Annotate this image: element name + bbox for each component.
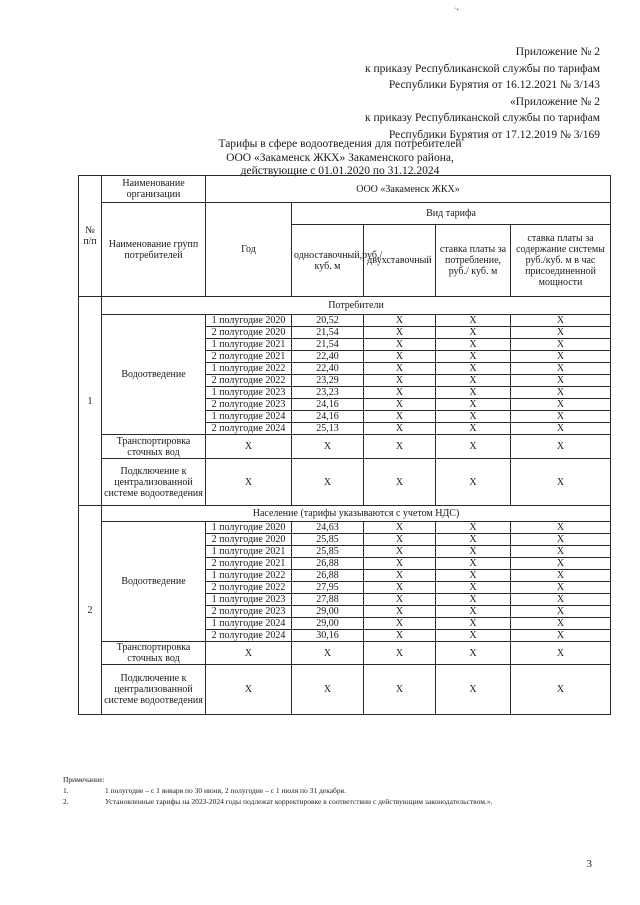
header-line: Приложение № 2 [515,46,600,58]
section-heading: Население (тарифы указываются с учетом НДС) [102,506,611,522]
tariff-cell-x: Х [511,665,611,715]
tariff-value: 29,00 [292,606,364,618]
header-line: к приказу Республиканской службы по тарифам [365,62,600,75]
tariff-cell-x: Х [436,327,511,339]
transport-row [79,642,611,665]
period-label: 1 полугодие 2023 [206,594,292,606]
period-cell-x: Х [206,642,292,665]
header-line: к приказу Республиканской службы по тарифам [365,112,600,124]
tariff-value: 22,40 [292,363,364,375]
tariff-cell-x: Х [436,411,511,423]
tariff-cell-x: Х [511,387,611,399]
connection-label: Подключение к централизованной системе водоотведения [102,665,206,715]
col-tariff-type-header: Вид тарифа [292,203,611,225]
tariff-cell-x: Х [511,411,611,423]
tariff-cell-x: Х [436,582,511,594]
col-maintenance-header: ставка платы за содержание системы руб./куб. м в час присоединенной мощности [511,225,611,297]
tariff-cell-x: Х [436,594,511,606]
tariff-cell-x: Х [511,558,611,570]
col-groups-header: Наименование групп потребителей [102,203,206,297]
tariff-cell-x: Х [292,435,364,459]
tariff-cell-x: Х [292,665,364,715]
title-line: ООО «Закаменск ЖКХ» Закаменского района, [226,151,454,164]
tariff-value: 24,63 [292,522,364,534]
tariff-cell-x: Х [511,351,611,363]
tariff-cell-x: Х [511,363,611,375]
tariff-cell-x: Х [511,423,611,435]
tariff-cell-x: Х [511,594,611,606]
tariff-cell-x: Х [364,630,436,642]
tariff-cell-x: Х [436,618,511,630]
tariff-value: 21,54 [292,339,364,351]
period-row [79,522,611,534]
tariff-cell-x: Х [364,339,436,351]
tariff-cell-x: Х [292,459,364,506]
tariff-value: 24,16 [292,399,364,411]
period-label: 1 полугодие 2023 [206,387,292,399]
col-double-header: двухставочный [364,225,436,297]
tariff-value: 23,29 [292,375,364,387]
period-row [79,315,611,327]
period-label: 1 полугодие 2021 [206,339,292,351]
tariff-cell-x: Х [511,642,611,665]
tariff-cell-x: Х [364,522,436,534]
tariff-cell-x: Х [436,435,511,459]
table-header-row [79,176,611,203]
tariff-cell-x: Х [511,570,611,582]
tariff-cell-x: Х [364,558,436,570]
tariff-value: 21,54 [292,327,364,339]
tariff-cell-x: Х [364,351,436,363]
tariff-cell-x: Х [364,375,436,387]
tariff-cell-x: Х [436,399,511,411]
tariff-table [78,175,611,715]
tariff-cell-x: Х [436,351,511,363]
note-item [63,785,623,796]
col-consumption-header: ставка платы за потребление, руб./ куб. м [436,225,511,297]
tariff-cell-x: Х [511,327,611,339]
note-item [63,796,623,807]
period-label: 1 полугодие 2022 [206,570,292,582]
approval-header [365,44,600,143]
tariff-cell-x: Х [511,534,611,546]
tariff-value: 25,13 [292,423,364,435]
tariff-cell-x: Х [436,546,511,558]
tariff-cell-x: Х [511,582,611,594]
tariff-cell-x: Х [436,363,511,375]
service-name: Водоотведение [102,522,206,642]
header-line: «Приложение № 2 [510,95,600,108]
tariff-value: 27,88 [292,594,364,606]
section-heading-row [79,297,611,315]
col-num-header: № п/п [79,176,102,297]
period-cell-x: Х [206,435,292,459]
section-number: 2 [79,506,102,715]
tariff-cell-x: Х [436,423,511,435]
period-cell-x: Х [206,459,292,506]
tariff-value: 20,52 [292,315,364,327]
tariff-cell-x: Х [364,399,436,411]
tariff-cell-x: Х [364,618,436,630]
tariff-cell-x: Х [364,606,436,618]
period-label: 1 полугодие 2022 [206,363,292,375]
header-line: Республики Бурятия от 17.12.2019 № 3/169 [388,128,600,141]
transport-label: Транспортировка сточных вод [102,642,206,665]
tariff-cell-x: Х [436,315,511,327]
service-name: Водоотведение [102,315,206,435]
notes [63,774,623,807]
period-label: 2 полугодие 2020 [206,327,292,339]
title-line: действующие с 01.01.2020 по 31.12.2024 [240,165,440,177]
tariff-cell-x: Х [364,459,436,506]
tariff-cell-x: Х [511,435,611,459]
period-label: 1 полугодие 2021 [206,546,292,558]
table-header-row [79,203,611,225]
col-year-header: Год [206,203,292,297]
period-label: 2 полугодие 2023 [206,606,292,618]
tariff-value: 29,00 [292,618,364,630]
note-number: 2. [63,797,69,806]
tariff-cell-x: Х [364,435,436,459]
tariff-value: 24,16 [292,411,364,423]
tariff-cell-x: Х [364,546,436,558]
period-label: 2 полугодие 2022 [206,375,292,387]
col-single-header: одноставочный,руб./ куб. м [292,225,364,297]
period-label: 2 полугодие 2023 [206,399,292,411]
tariff-cell-x: Х [436,665,511,715]
period-label: 1 полугодие 2020 [206,522,292,534]
period-label: 1 полугодие 2024 [206,618,292,630]
tariff-cell-x: Х [436,558,511,570]
tariff-cell-x: Х [436,522,511,534]
tariff-cell-x: Х [436,630,511,642]
tariff-cell-x: Х [436,606,511,618]
tariff-cell-x: Х [364,327,436,339]
tariff-value: 26,88 [292,570,364,582]
tariff-cell-x: Х [511,630,611,642]
title-line: Тарифы в сфере водоотведения для потребителей [218,138,462,150]
section-heading: Потребители [102,297,611,315]
tariff-cell-x: Х [511,459,611,506]
transport-label: Транспортировка сточных вод [102,435,206,459]
tariff-cell-x: Х [436,642,511,665]
tariff-cell-x: Х [364,411,436,423]
tariff-cell-x: Х [436,459,511,506]
tariff-value: 26,88 [292,558,364,570]
connection-row [79,459,611,506]
period-label: 1 полугодие 2020 [206,315,292,327]
tariff-cell-x: Х [511,546,611,558]
tariff-cell-x: Х [436,387,511,399]
notes-title: Примечание: [63,775,105,784]
tariff-cell-x: Х [364,665,436,715]
note-number: 1. [63,786,69,795]
tariff-cell-x: Х [511,339,611,351]
tariff-cell-x: Х [364,594,436,606]
tariff-value: 23,23 [292,387,364,399]
tariff-cell-x: Х [436,375,511,387]
connection-row [79,665,611,715]
tariff-cell-x: Х [364,582,436,594]
period-label: 2 полугодие 2021 [206,558,292,570]
section-number: 1 [79,297,102,506]
tariff-value: 22,40 [292,351,364,363]
tariff-cell-x: Х [436,339,511,351]
section-heading-row [79,506,611,522]
org-name: ООО «Закаменск ЖКХ» [206,176,611,203]
period-label: 2 полугодие 2020 [206,534,292,546]
col-org-header: Наименование организации [102,176,206,203]
tariff-cell-x: Х [364,387,436,399]
tariff-cell-x: Х [364,423,436,435]
tariff-value: 27,95 [292,582,364,594]
tariff-cell-x: Х [364,534,436,546]
connection-label: Подключение к централизованной системе водоотведения [102,459,206,506]
tariff-value: 25,85 [292,546,364,558]
tariff-cell-x: Х [511,606,611,618]
tariff-cell-x: Х [511,399,611,411]
header-line: Республики Бурятия от 16.12.2021 № 3/143 [388,79,600,91]
tariff-cell-x: Х [364,363,436,375]
tariff-cell-x: Х [436,570,511,582]
tariff-cell-x: Х [364,315,436,327]
tariff-cell-x: Х [364,570,436,582]
page-number: 3 [586,858,592,870]
note-text: 1 полугодие – с 1 января по 30 июня, 2 полугодие – с 1 июля по 31 декабря. [105,786,346,795]
scan-speck: ʻ• [454,6,459,14]
tariff-cell-x: Х [436,534,511,546]
period-label: 2 полугодие 2024 [206,423,292,435]
document-title [150,138,530,179]
period-cell-x: Х [206,665,292,715]
tariff-cell-x: Х [292,642,364,665]
transport-row [79,435,611,459]
tariff-value: 25,85 [292,534,364,546]
tariff-cell-x: Х [511,618,611,630]
tariff-value: 30,16 [292,630,364,642]
tariff-cell-x: Х [511,375,611,387]
note-text: Установленные тарифы на 2023-2024 годы подлежат корректировке в соответствии с действующим законодательством.». [105,797,493,806]
tariff-table-body [79,176,611,715]
tariff-cell-x: Х [364,642,436,665]
tariff-cell-x: Х [511,522,611,534]
period-label: 2 полугодие 2022 [206,582,292,594]
period-label: 1 полугодие 2024 [206,411,292,423]
period-label: 2 полугодие 2024 [206,630,292,642]
tariff-cell-x: Х [511,315,611,327]
period-label: 2 полугодие 2021 [206,351,292,363]
